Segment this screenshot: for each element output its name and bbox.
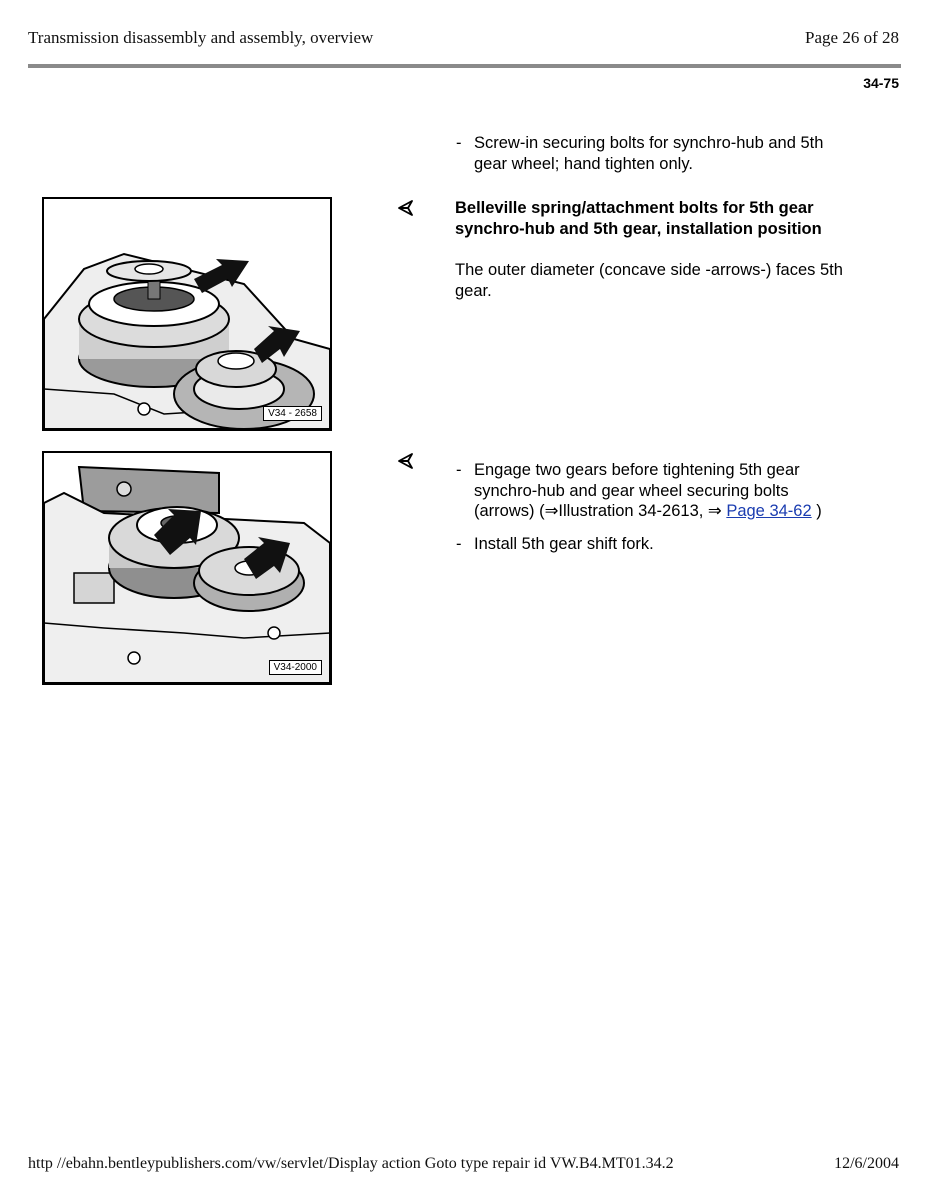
header-divider	[28, 64, 901, 68]
instruction-step-1	[456, 133, 904, 174]
pointer-left-icon	[398, 200, 414, 216]
step-1-line-2: gear wheel; hand tighten only.	[474, 154, 693, 173]
step-2-body-line-2: gear.	[455, 281, 492, 300]
gear-illustration-2	[44, 453, 330, 683]
list-dash: -	[456, 134, 462, 152]
step-2-heading-line-1: Belleville spring/attachment bolts for 5th gear	[455, 199, 814, 217]
instruction-step-3	[456, 460, 914, 522]
list-dash: -	[456, 535, 462, 553]
step-3-line-2: synchro-hub and gear wheel securing bolts	[474, 481, 789, 500]
step-2-body-line-1: The outer diameter (concave side -arrows-) faces 5th	[455, 261, 843, 279]
list-dash: -	[456, 461, 462, 479]
footer-url: http //ebahn.bentleypublishers.com/vw/servlet/Display action Goto type repair id VW.B4.MT01.34.2	[28, 1155, 674, 1172]
footer-date: 12/6/2004	[834, 1155, 899, 1172]
step-4-line-1: Install 5th gear shift fork.	[474, 535, 654, 553]
step-2-heading	[455, 198, 895, 239]
figure-belleville-spring	[42, 197, 332, 431]
step-2-heading-line-2: synchro-hub and 5th gear, installation position	[455, 219, 822, 238]
figure-engage-gears	[42, 451, 332, 685]
page-indicator: Page 26 of 28	[805, 28, 899, 47]
section-number: 34-75	[863, 75, 899, 91]
pointer-left-icon	[398, 453, 414, 469]
step-2-body	[455, 260, 895, 301]
instruction-step-4	[456, 534, 914, 555]
gear-illustration-1	[44, 199, 330, 429]
page-34-62-link[interactable]: Page 34-62	[726, 502, 812, 520]
step-3-line-3-suffix: )	[811, 502, 822, 520]
step-1-line-1: Screw-in securing bolts for synchro-hub and 5th	[474, 134, 824, 152]
step-3-line-3	[474, 501, 914, 522]
step-3-line-1: Engage two gears before tightening 5th gear	[474, 461, 800, 479]
step-3-line-3-prefix: (arrows) (⇒Illustration 34-2613, ⇒	[474, 502, 727, 520]
figure-label: V34-2000	[269, 660, 322, 675]
figure-label: V34 - 2658	[263, 406, 322, 421]
document-title: Transmission disassembly and assembly, overview	[28, 28, 374, 47]
